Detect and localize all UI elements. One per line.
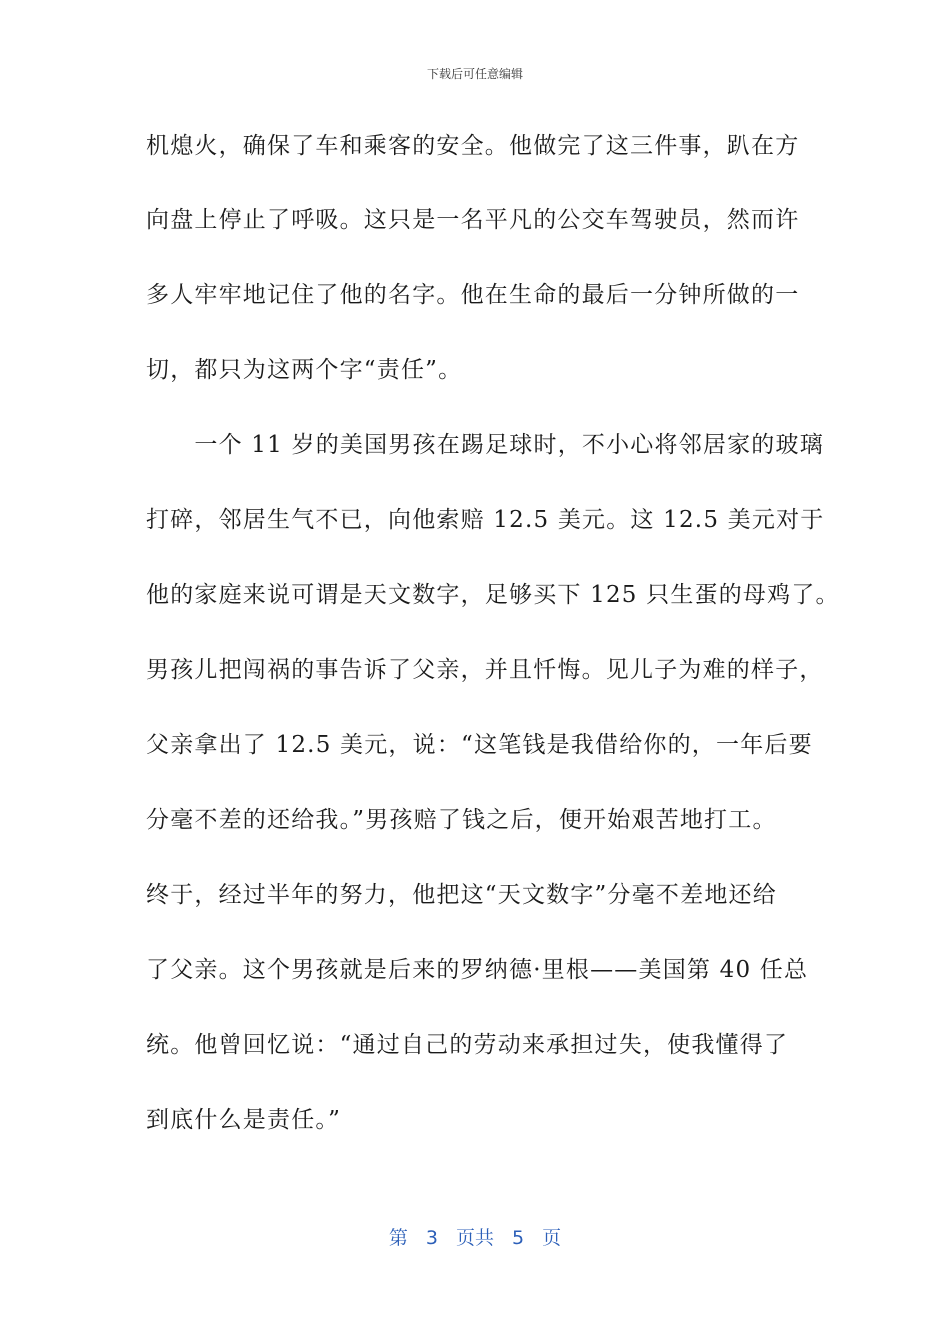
text-line: 向盘上停止了呼吸。这只是一名平凡的公交车驾驶员，然而许 [146, 207, 800, 233]
text-line: 分毫不差的还给我。”男孩赔了钱之后，便开始艰苦地打工。 [146, 807, 777, 833]
text-line: 切，都只为这两个字“责任”。 [146, 357, 463, 383]
text-line: 父亲拿出了 12.5 美元，说：“这笔钱是我借给你的，一年后要 [146, 732, 813, 758]
text-line: 多人牢牢地记住了他的名字。他在生命的最后一分钟所做的一 [146, 282, 800, 308]
text-line: 了父亲。这个男孩就是后来的罗纳德·里根——美国第 40 任总 [146, 957, 809, 983]
text-line: 男孩儿把闯祸的事告诉了父亲，并且忏悔。见儿子为难的样子， [146, 657, 824, 683]
text-line: 一个 11 岁的美国男孩在踢足球时，不小心将邻居家的玻璃 [146, 432, 824, 458]
text-line: 打碎，邻居生气不已，向他索赔 12.5 美元。这 12.5 美元对于 [146, 507, 825, 533]
page-number-footer: 第 3 页共 5 页 [388, 1227, 562, 1249]
page-header-note: 下载后可任意编辑 [426, 67, 523, 81]
text-line: 统。他曾回忆说：“通过自己的劳动来承担过失，使我懂得了 [146, 1032, 789, 1058]
text-line: 到底什么是责任。” [146, 1107, 342, 1133]
text-line: 终于，经过半年的努力，他把这“天文数字”分毫不差地还给 [146, 882, 777, 908]
text-line: 他的家庭来说可谓是天文数字，足够买下 125 只生蛋的母鸡了。 [146, 582, 840, 608]
text-line: 机熄火，确保了车和乘客的安全。他做完了这三件事，趴在方 [146, 133, 800, 159]
